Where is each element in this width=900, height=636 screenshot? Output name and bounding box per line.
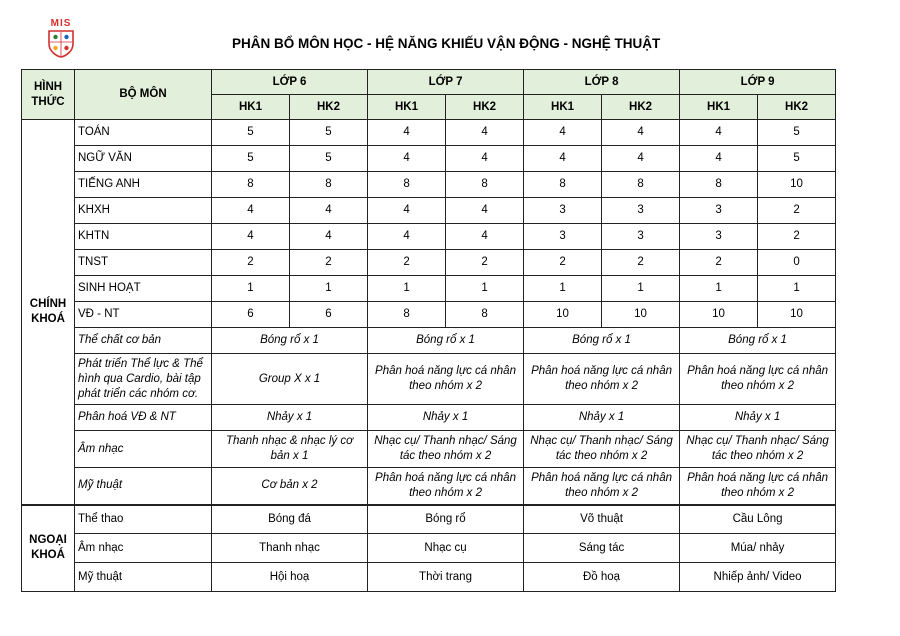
value-cell: 4 bbox=[524, 120, 602, 146]
value-cell: 4 bbox=[368, 120, 446, 146]
table-row bbox=[22, 276, 836, 302]
value-cell: Võ thuật bbox=[524, 505, 680, 534]
value-cell: 8 bbox=[524, 172, 602, 198]
group-label-main: CHÍNH KHOÁ bbox=[22, 120, 75, 505]
value-cell: Phân hoá năng lực cá nhân theo nhóm x 2 bbox=[524, 354, 680, 405]
value-cell: Phân hoá năng lực cá nhân theo nhóm x 2 bbox=[680, 468, 836, 505]
value-cell: Nhạc cụ/ Thanh nhạc/ Sáng tác theo nhóm x 2 bbox=[680, 431, 836, 468]
subject-cell: Âm nhạc bbox=[75, 534, 212, 563]
table-row bbox=[22, 505, 836, 534]
value-cell: 8 bbox=[602, 172, 680, 198]
subject-cell: KHTN bbox=[75, 224, 212, 250]
value-cell: 4 bbox=[446, 198, 524, 224]
header-grade-6: LỚP 6 bbox=[212, 70, 368, 95]
value-cell: 4 bbox=[368, 146, 446, 172]
table-row bbox=[22, 172, 836, 198]
subject-cell: SINH HOẠT bbox=[75, 276, 212, 302]
value-cell: 8 bbox=[446, 172, 524, 198]
subject-cell: Mỹ thuật bbox=[75, 563, 212, 592]
value-cell: Nhảy x 1 bbox=[368, 405, 524, 431]
value-cell: 8 bbox=[446, 302, 524, 328]
value-cell: Nhảy x 1 bbox=[212, 405, 368, 431]
value-cell: Hội hoạ bbox=[212, 563, 368, 592]
value-cell: Nhạc cụ/ Thanh nhạc/ Sáng tác theo nhóm x 2 bbox=[368, 431, 524, 468]
value-cell: 5 bbox=[212, 120, 290, 146]
value-cell: Bóng đá bbox=[212, 505, 368, 534]
value-cell: 3 bbox=[524, 224, 602, 250]
table-row bbox=[22, 250, 836, 276]
value-cell: Thanh nhạc bbox=[212, 534, 368, 563]
value-cell: 4 bbox=[446, 120, 524, 146]
value-cell: 8 bbox=[368, 172, 446, 198]
value-cell: 3 bbox=[602, 198, 680, 224]
subject-cell: TOÁN bbox=[75, 120, 212, 146]
value-cell: 4 bbox=[212, 224, 290, 250]
value-cell: 3 bbox=[524, 198, 602, 224]
subject-allocation-table bbox=[21, 69, 836, 592]
value-cell: Thanh nhạc & nhạc lý cơ bản x 1 bbox=[212, 431, 368, 468]
value-cell: 4 bbox=[446, 146, 524, 172]
value-cell: 10 bbox=[524, 302, 602, 328]
subject-cell: Phân hoá VĐ & NT bbox=[75, 405, 212, 431]
value-cell: 4 bbox=[602, 120, 680, 146]
value-cell: Phân hoá năng lực cá nhân theo nhóm x 2 bbox=[368, 468, 524, 505]
value-cell: 5 bbox=[758, 120, 836, 146]
value-cell: 1 bbox=[602, 276, 680, 302]
value-cell: Nhạc cụ/ Thanh nhạc/ Sáng tác theo nhóm x 2 bbox=[524, 431, 680, 468]
table-row bbox=[22, 468, 836, 505]
value-cell: 2 bbox=[758, 224, 836, 250]
subject-cell: KHXH bbox=[75, 198, 212, 224]
value-cell: 8 bbox=[212, 172, 290, 198]
subject-cell: Âm nhạc bbox=[75, 431, 212, 468]
table-row bbox=[22, 146, 836, 172]
value-cell: 4 bbox=[290, 198, 368, 224]
value-cell: 8 bbox=[368, 302, 446, 328]
value-cell: 8 bbox=[290, 172, 368, 198]
value-cell: 2 bbox=[680, 250, 758, 276]
value-cell: 1 bbox=[212, 276, 290, 302]
value-cell: 0 bbox=[758, 250, 836, 276]
subject-cell: TNST bbox=[75, 250, 212, 276]
value-cell: 8 bbox=[680, 172, 758, 198]
value-cell: 6 bbox=[290, 302, 368, 328]
school-logo bbox=[46, 18, 76, 60]
value-cell: 3 bbox=[602, 224, 680, 250]
value-cell: 2 bbox=[368, 250, 446, 276]
table-row bbox=[22, 354, 836, 405]
value-cell: 1 bbox=[446, 276, 524, 302]
value-cell: Sáng tác bbox=[524, 534, 680, 563]
value-cell: 4 bbox=[446, 224, 524, 250]
header-subject: BỘ MÔN bbox=[75, 70, 212, 120]
header-term: HK2 bbox=[290, 95, 368, 120]
value-cell: 4 bbox=[368, 224, 446, 250]
value-cell: 2 bbox=[446, 250, 524, 276]
value-cell: 2 bbox=[290, 250, 368, 276]
value-cell: 1 bbox=[290, 276, 368, 302]
table-row bbox=[22, 302, 836, 328]
subject-cell: VĐ - NT bbox=[75, 302, 212, 328]
table-row bbox=[22, 198, 836, 224]
table-row bbox=[22, 563, 836, 592]
header-term: HK1 bbox=[524, 95, 602, 120]
value-cell: 6 bbox=[212, 302, 290, 328]
header-term: HK1 bbox=[680, 95, 758, 120]
header-term: HK2 bbox=[602, 95, 680, 120]
value-cell: 10 bbox=[758, 172, 836, 198]
value-cell: Bóng rổ x 1 bbox=[680, 328, 836, 354]
subject-cell: NGỮ VĂN bbox=[75, 146, 212, 172]
table-row bbox=[22, 224, 836, 250]
value-cell: 5 bbox=[758, 146, 836, 172]
value-cell: 4 bbox=[368, 198, 446, 224]
value-cell: 10 bbox=[680, 302, 758, 328]
header-term: HK2 bbox=[758, 95, 836, 120]
value-cell: Bóng rổ x 1 bbox=[368, 328, 524, 354]
value-cell: 4 bbox=[212, 198, 290, 224]
value-cell: 1 bbox=[368, 276, 446, 302]
subject-cell: Thể chất cơ bản bbox=[75, 328, 212, 354]
value-cell: 1 bbox=[524, 276, 602, 302]
value-cell: 4 bbox=[680, 146, 758, 172]
value-cell: 1 bbox=[758, 276, 836, 302]
value-cell: 5 bbox=[290, 146, 368, 172]
page-title: PHÂN BỔ MÔN HỌC - HỆ NĂNG KHIẾU VẬN ĐỘNG - NGHỆ THUẬT bbox=[232, 36, 661, 51]
value-cell: 5 bbox=[212, 146, 290, 172]
value-cell: Cầu Lông bbox=[680, 505, 836, 534]
value-cell: Cơ bản x 2 bbox=[212, 468, 368, 505]
table-row bbox=[22, 431, 836, 468]
subject-cell: TIẾNG ANH bbox=[75, 172, 212, 198]
shield-icon bbox=[48, 30, 74, 58]
value-cell: 2 bbox=[524, 250, 602, 276]
value-cell: Nhảy x 1 bbox=[524, 405, 680, 431]
header-grade-8: LỚP 8 bbox=[524, 70, 680, 95]
subject-cell: Phát triển Thể lực & Thể hình qua Cardio, bài tập phát triển các nhóm cơ. bbox=[75, 354, 212, 405]
table-row bbox=[22, 534, 836, 563]
header-grade-9: LỚP 9 bbox=[680, 70, 836, 95]
value-cell: Bóng rổ bbox=[368, 505, 524, 534]
value-cell: Thời trang bbox=[368, 563, 524, 592]
value-cell: Bóng rổ x 1 bbox=[524, 328, 680, 354]
value-cell: 4 bbox=[680, 120, 758, 146]
value-cell: 2 bbox=[212, 250, 290, 276]
value-cell: Phân hoá năng lực cá nhân theo nhóm x 2 bbox=[680, 354, 836, 405]
value-cell: Nhạc cụ bbox=[368, 534, 524, 563]
table-row bbox=[22, 405, 836, 431]
value-cell: 3 bbox=[680, 224, 758, 250]
value-cell: 2 bbox=[758, 198, 836, 224]
value-cell: Phân hoá năng lực cá nhân theo nhóm x 2 bbox=[368, 354, 524, 405]
value-cell: 4 bbox=[524, 146, 602, 172]
value-cell: Nhiếp ảnh/ Video bbox=[680, 563, 836, 592]
value-cell: 4 bbox=[602, 146, 680, 172]
value-cell: Bóng rổ x 1 bbox=[212, 328, 368, 354]
value-cell: 5 bbox=[290, 120, 368, 146]
header-grade-7: LỚP 7 bbox=[368, 70, 524, 95]
header-term: HK2 bbox=[446, 95, 524, 120]
header-form: HÌNH THỨC bbox=[22, 70, 75, 120]
value-cell: 10 bbox=[602, 302, 680, 328]
header-term: HK1 bbox=[212, 95, 290, 120]
value-cell: Đồ hoạ bbox=[524, 563, 680, 592]
value-cell: Group X x 1 bbox=[212, 354, 368, 405]
value-cell: 1 bbox=[680, 276, 758, 302]
group-label-extra: NGOẠI KHOÁ bbox=[22, 505, 75, 592]
subject-cell: Thể thao bbox=[75, 505, 212, 534]
table-row bbox=[22, 328, 836, 354]
table-row bbox=[22, 120, 836, 146]
value-cell: 3 bbox=[680, 198, 758, 224]
value-cell: Múa/ nhảy bbox=[680, 534, 836, 563]
value-cell: Phân hoá năng lực cá nhân theo nhóm x 2 bbox=[524, 468, 680, 505]
value-cell: 2 bbox=[602, 250, 680, 276]
logo-text: MIS bbox=[50, 18, 72, 29]
subject-cell: Mỹ thuật bbox=[75, 468, 212, 505]
value-cell: 4 bbox=[290, 224, 368, 250]
value-cell: 10 bbox=[758, 302, 836, 328]
header-term: HK1 bbox=[368, 95, 446, 120]
value-cell: Nhảy x 1 bbox=[680, 405, 836, 431]
